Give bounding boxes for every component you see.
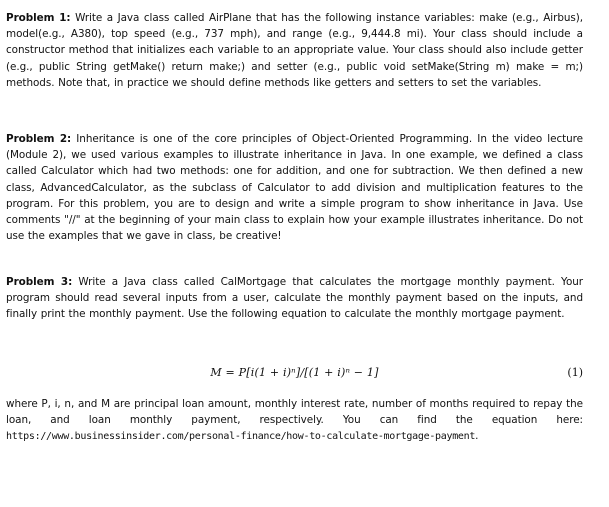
problem-2-label: Problem 2: bbox=[6, 133, 72, 145]
problem-3-label: Problem 3: bbox=[6, 276, 73, 288]
problem-1-label: Problem 1: bbox=[6, 12, 71, 24]
problem-2 bbox=[6, 131, 583, 244]
problem-3 bbox=[6, 274, 583, 323]
equation-formula: M = P[i(1 + i)ⁿ]/[(1 + i)ⁿ − 1] bbox=[210, 366, 379, 379]
problem-1 bbox=[6, 10, 583, 91]
problem-1-text: Write a Java class called AirPlane that has the following instance variables: make (e.g., Airbus), model(e.g., A380), top speed (e.g., 737 mph), and range (e.g., 9,444.8 mi). Your class should include a constructor method that initializes each variable to an appropriate value. Your class should also include getter (e.g., public String getMake() return make;) and setter (e.g., public void setMake(String m) make = m;) methods. Note that, in practice we should define methods like getters and setters to set the variables. bbox=[6, 12, 584, 89]
equation-source-link[interactable]: https://www.businessinsider.com/personal-finance/how-to-calculate-mortgage-payment bbox=[6, 431, 476, 443]
equation-explanation bbox=[6, 396, 583, 446]
equation-source-link-end: . bbox=[475, 430, 479, 443]
equation-number: (1) bbox=[567, 366, 583, 379]
mortgage-equation bbox=[6, 364, 583, 382]
equation-explanation-text: where P, i, n, and M are principal loan amount, monthly interest rate, number of months required to repay the loan, and loan monthly payment, respectively. You can find the equation here: bbox=[6, 398, 583, 427]
problem-3-text: Write a Java class called CalMortgage that calculates the mortgage monthly payment. Your program should read several inputs from a user, calculate the monthly payment based on the inputs, and finally print the monthly payment. Use the following equation to calculate the monthly mortgage payment. bbox=[6, 276, 584, 321]
problem-2-text: Inheritance is one of the core principles of Object-Oriented Programming. In the video lecture (Module 2), we used various examples to illustrate inheritance in Java. In one example, we defined a class called Calculator which had two methods: one for addition, and one for subtraction. We then defined a new class, AdvancedCalculator, as the subclass of Calculator to add division and multiplication features to the program. For this problem, you are to design and write a simple program to show inheritance in Java. Use comments "//" at the beginning of your main class to explain how your example illustrates inheritance. Do not use the examples that we gave in class, be creative! bbox=[6, 133, 584, 243]
